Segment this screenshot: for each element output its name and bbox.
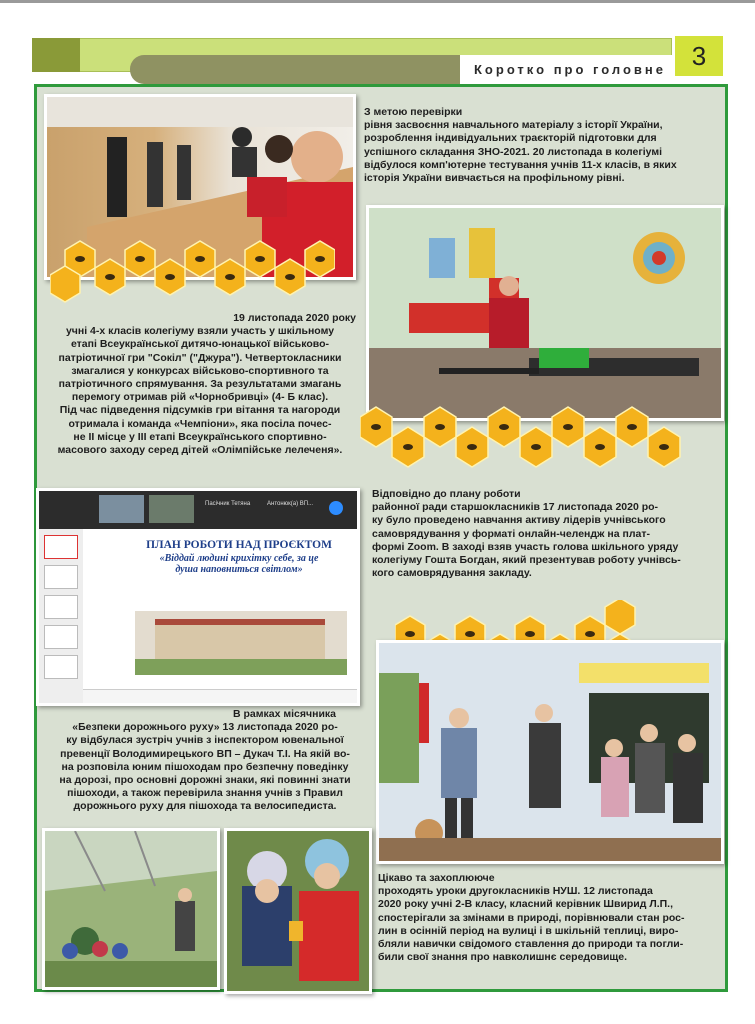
text-line: самоврядування у форматі онлайн-челендж на плат- [372, 527, 650, 540]
text-line: перемогу отримав рій «Чорнобривці» (4- Б клас). [71, 391, 329, 404]
header-band-accent [32, 38, 80, 72]
text-line: кого самоврядування закладу. [372, 567, 532, 580]
slide-title-line: «Віддай людині крихітку себе, за це [159, 553, 319, 564]
text-line: били свої знання про навколишнє середовище. [378, 951, 628, 964]
photo-zoom-meeting [36, 488, 360, 706]
slide-title-line: душа наповниться світлом» [175, 564, 303, 575]
honeycomb-decoration [50, 230, 335, 310]
notes-bar [83, 689, 357, 704]
photo-children-plants [224, 828, 372, 994]
text-line: В рамках місячника [232, 708, 336, 720]
shooting-illustration [369, 208, 721, 418]
classroom-illustration [379, 643, 721, 861]
school-building-image [135, 611, 347, 675]
text-line: пішоходи, а також перевірила знання учнів з Правил [67, 787, 343, 800]
section-title: Коротко про головне [460, 55, 680, 84]
slide-title [127, 533, 351, 575]
text-line: рівня засвоєння навчального матеріалу з історії України, [364, 119, 663, 132]
text-line: на розповіла юним пішоходам про безпечну поведінку [61, 760, 349, 773]
text-line: на дорозі, про основні дорожні знаки, які повинні знати [59, 774, 351, 787]
slide-thumbnail [44, 655, 78, 679]
slide-thumbnails-panel [39, 529, 83, 703]
photo-road-safety-meeting [376, 640, 724, 864]
zoom-status-icon [329, 501, 343, 515]
text-line: превенції Володимирецького ВП – Дукач Т.І. На якій во- [60, 747, 350, 760]
text-line: районної ради старшокласників 17 листопада 2020 ро- [372, 501, 659, 514]
slide-thumbnail [44, 535, 78, 559]
participant-thumbnail [99, 495, 144, 523]
text-line: дорожнього руху для пішохода та велосипедиста. [73, 800, 337, 813]
article-zoom [372, 488, 717, 580]
slide-title-line: ПЛАН РОБОТИ НАД ПРОЄКТОМ [146, 539, 332, 551]
text-line: етапі Всеукраїнської дитячо-юнацької військово- [70, 338, 330, 351]
text-line: патріотичної гри "Сокіл" ("Джура"). Четвертокласники [58, 351, 342, 364]
article-sokil [44, 312, 356, 457]
participant-name: Антонюк(а) ВП... [267, 501, 314, 507]
text-line: розроблення індивідуальних траєкторій підготовки для [364, 132, 657, 145]
text-line: учні 4-х класів колегіуму взяли участь у шкільному [65, 325, 335, 338]
text-line: історія України вивчається на профільному рівні. [364, 172, 625, 185]
slide-thumbnail [44, 595, 78, 619]
honeycomb-decoration [360, 392, 690, 482]
text-line: спостерігали за змінами в природі, порівнювали стан рос- [378, 911, 685, 924]
photo-shooting-practice [366, 205, 724, 421]
text-line: колегіуму Гошта Богдан, який презентував роботу учнівсь- [372, 554, 681, 567]
text-line: Під час підведення підсумків гри вітання та нагороди [59, 404, 341, 417]
top-rule [0, 0, 755, 3]
zoom-participants-bar [39, 491, 357, 529]
text-line: ку було проведено навчання активу лідерів учнівського [372, 514, 666, 527]
text-line: 19 листопада 2020 року [233, 312, 356, 324]
text-line: не ІІ місце у ІІІ етапі Всеукраїнського спортивно- [73, 430, 327, 443]
text-line: відбулося комп'ютерне тестування учнів 11-х класів, в яких [364, 158, 677, 171]
text-line: Відповідно до плану роботи [372, 488, 521, 500]
text-line: змагалися у конкурсах військово-спортивного та [71, 364, 329, 377]
participant-thumbnail [149, 495, 194, 523]
text-line: проходять уроки другокласників НУШ. 12 листопада [378, 885, 653, 898]
photo-greenhouse-class [42, 828, 220, 990]
text-line: патріотичного спрямування. За результатами змагань [58, 378, 342, 391]
children-illustration [227, 831, 369, 991]
article-zno [364, 106, 716, 185]
article-road-safety [44, 708, 366, 814]
text-line: бляли навички свідомого ставлення до природи та погли- [378, 938, 684, 951]
slide-thumbnail [44, 565, 78, 589]
slide-thumbnail [44, 625, 78, 649]
text-line: масового заходу серед дітей «Олімпійське лелеченя». [57, 444, 343, 457]
page-number: 3 [675, 36, 723, 76]
text-line: лин в осінній період на вулиці і в шкільній теплиці, виро- [378, 924, 679, 937]
text-line: отримала і команда «Чемпіони», яка посіла почес- [68, 417, 332, 430]
text-line: формі Zoom. В заході взяв участь голова шкільного уряду [372, 540, 679, 553]
text-line: «Безпеки дорожнього руху» 13 листопада 2020 ро- [72, 721, 338, 734]
text-line: Цікаво та захоплююче [378, 872, 495, 884]
greenhouse-illustration [45, 831, 217, 987]
text-line: ку відбулася зустріч учнів з інспектором ювенальної [66, 734, 344, 747]
text-line: 2020 року учні 2-В класу, класний керівник Швирид Л.П., [378, 898, 674, 911]
text-line: успішного складання ЗНО-2021. 20 листопада в колегіумі [364, 145, 663, 158]
article-nature-lessons [378, 872, 718, 964]
participant-name: Пасічник Тетяна [205, 501, 251, 507]
text-line: З метою перевірки [364, 106, 463, 118]
